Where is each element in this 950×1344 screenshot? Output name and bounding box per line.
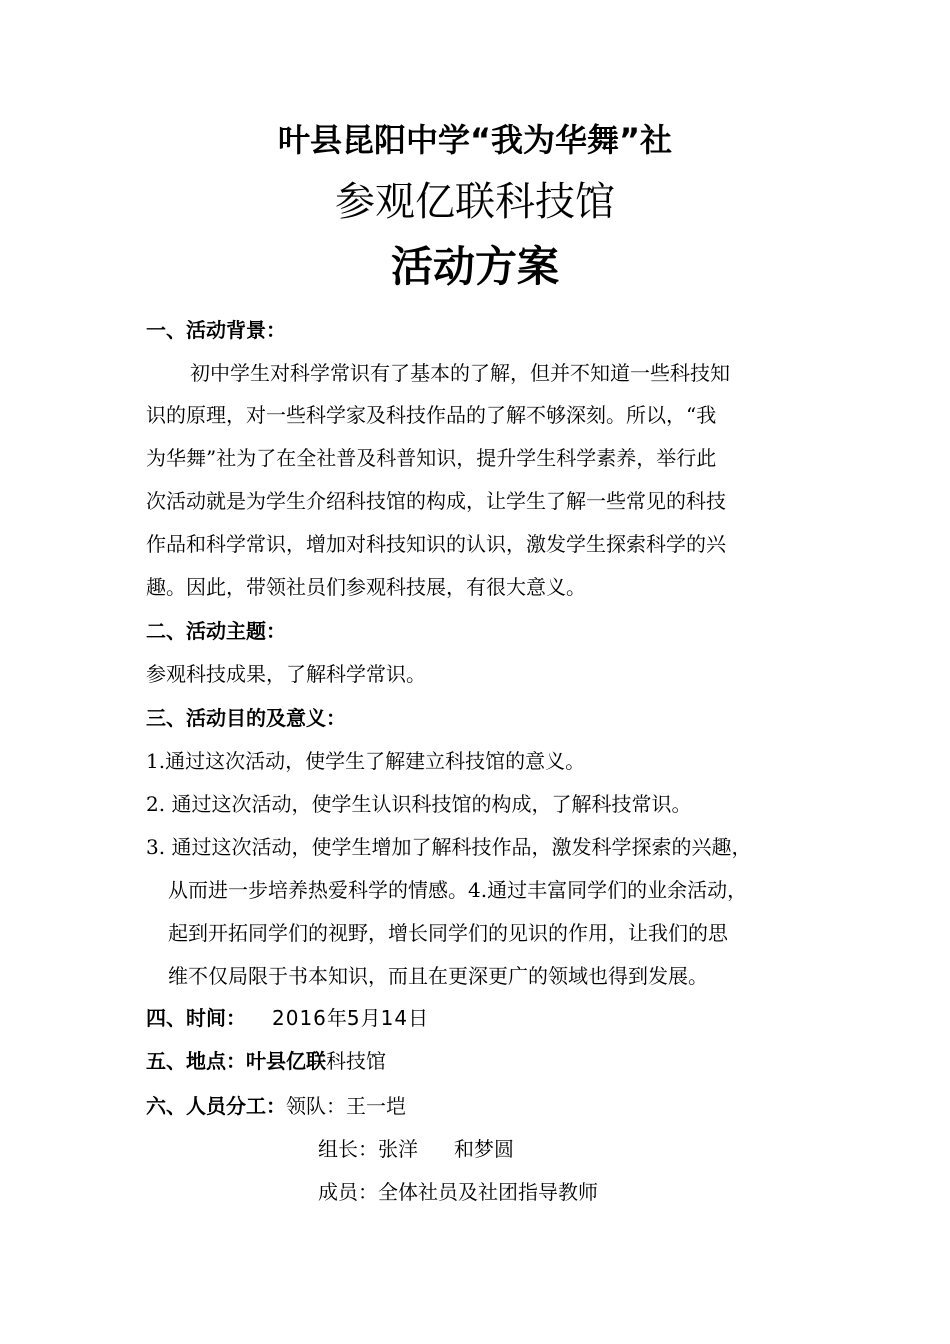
list-item: 3. 通过这次活动，使学生增加了解科技作品，激发科学探索的兴趣， — [146, 835, 752, 859]
section-heading-background: 一、活动背景： — [146, 318, 286, 342]
place-row — [146, 1046, 386, 1076]
paragraph-line: 初中学生对科学常识有了基本的了解，但并不知道一些科技知 — [190, 361, 730, 385]
time-year-unit: 年 — [326, 1006, 347, 1030]
list-item-continuation: 起到开拓同学们的视野，增长同学们的见识的作用，让我们的思 — [168, 921, 728, 945]
staff-group-leader: 组长：张洋 — [318, 1137, 418, 1161]
paragraph-line: 次活动就是为学生介绍科技馆的构成，让学生了解一些常见的科技 — [146, 489, 726, 513]
staff-leader: 领队：王一垲 — [286, 1094, 406, 1118]
paragraph-line: 作品和科学常识，增加对科技知识的认识，激发学生探索科学的兴 — [146, 532, 726, 556]
time-row — [146, 1003, 428, 1033]
theme-text: 参观科技成果，了解科学常识。 — [146, 662, 426, 686]
title-line-2: 参观亿联科技馆 — [335, 179, 615, 225]
paragraph-line: 识的原理，对一些科学家及科技作品的了解不够深刻。所以，“我 — [146, 403, 717, 427]
time-month-unit: 月 — [360, 1006, 381, 1030]
staff-group-leader-2: 和梦圆 — [454, 1137, 514, 1161]
list-item-continuation: 从而进一步培养热爱科学的情感。4.通过丰富同学们的业余活动， — [168, 878, 748, 902]
section-heading-theme: 二、活动主题： — [146, 619, 286, 643]
section-heading-purpose: 三、活动目的及意义： — [146, 706, 346, 730]
list-item-continuation: 维不仅局限于书本知识，而且在更深更广的领域也得到发展。 — [168, 964, 708, 988]
staff-members: 成员：全体社员及社团指导教师 — [318, 1180, 598, 1204]
section-heading-time: 四、时间： — [146, 1006, 246, 1030]
staff-row — [146, 1091, 406, 1121]
list-item: 2. 通过这次活动，使学生认识科技馆的构成，了解科技常识。 — [146, 792, 692, 816]
paragraph-line: 趣。因此，带领社员们参观科技展，有很大意义。 — [146, 575, 586, 599]
section-heading-place: 五、地点： — [146, 1049, 246, 1073]
time-day-unit: 日 — [408, 1006, 429, 1030]
time-year: 2016 — [272, 1006, 327, 1030]
section-heading-staff: 六、人员分工： — [146, 1094, 286, 1118]
list-item: 1.通过这次活动，使学生了解建立科技馆的意义。 — [146, 749, 586, 773]
place-name-bold: 叶县亿联 — [246, 1049, 326, 1073]
title-line-3: 活动方案 — [390, 242, 559, 291]
staff-group-leader-row — [318, 1134, 514, 1164]
paragraph-line: 为华舞”社为了在全社普及科普知识，提升学生科学素养，举行此 — [146, 446, 717, 470]
time-day: 14 — [380, 1006, 409, 1030]
place-name-normal: 科技馆 — [326, 1049, 386, 1073]
title-line-1: 叶县昆阳中学“我为华舞”社 — [277, 121, 673, 159]
time-month: 5 — [346, 1006, 361, 1030]
